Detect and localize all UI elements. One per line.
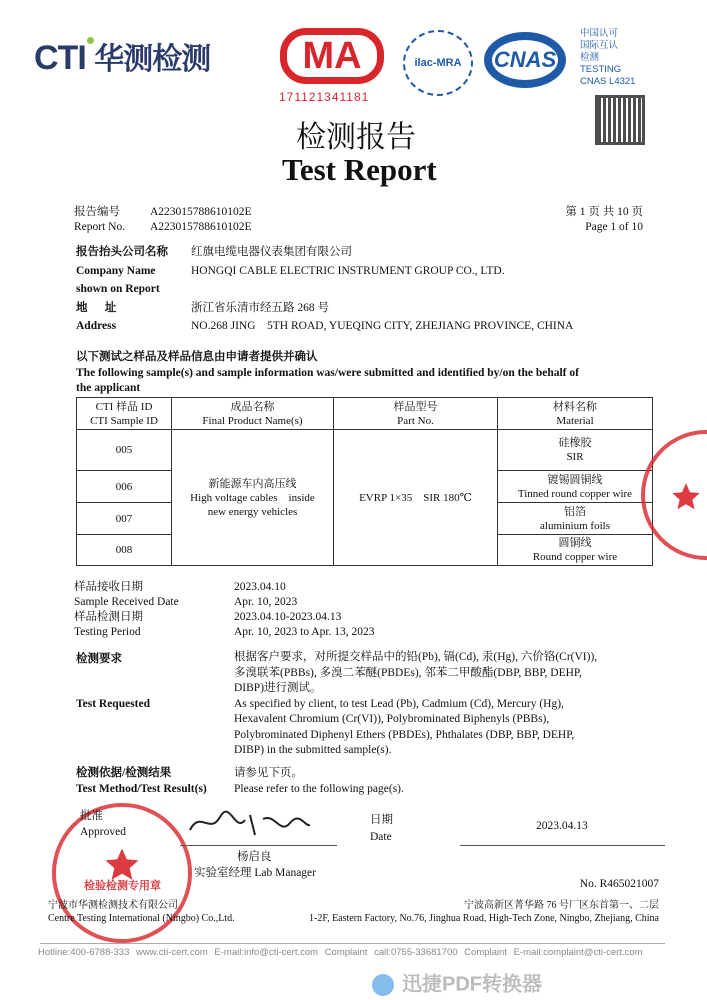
cma-logo xyxy=(280,28,384,84)
approved-label xyxy=(80,808,126,840)
company-label-en: Company Name xyxy=(76,264,156,277)
method-label-en: Test Method/Test Result(s) xyxy=(76,783,207,795)
testing-period-en: Apr. 10, 2023 to Apr. 13, 2023 xyxy=(234,626,375,638)
cnas-note-line: 国际互认 xyxy=(580,40,619,51)
date-en: Date xyxy=(370,831,392,843)
report-no-block xyxy=(74,205,252,235)
table-row xyxy=(77,430,653,471)
ilac-logo xyxy=(403,30,473,96)
qr-code-icon xyxy=(598,98,642,142)
cnas-note xyxy=(580,28,635,88)
footer-contacts: Hotline:400-6788-333 www.cti-cert.com E-mail:info@cti-cert.com Complaint call:0755-33681700 Complaint E-mail:complaint@cti-cert.com xyxy=(38,947,643,958)
cti-logo xyxy=(34,34,210,78)
product-name: 新能源车内高压线 High voltage cables inside new energy vehicles xyxy=(172,430,334,566)
stamp-star-icon xyxy=(104,847,140,883)
statement-en2: the applicant xyxy=(76,382,141,394)
cti-logo-text: CTI xyxy=(34,39,86,77)
approved-en: Approved xyxy=(80,826,126,838)
dates-values xyxy=(234,580,375,640)
testing-period: 2023.04.10-2023.04.13 xyxy=(234,611,342,623)
page-en: Page 1 of 10 xyxy=(585,221,643,233)
stamp-text: 检验检测专用章 xyxy=(84,880,161,892)
material: 圆铜线 Round copper wire xyxy=(498,535,653,566)
dates-labels xyxy=(74,580,179,640)
cti-logo-cn: 华测检测 xyxy=(94,43,211,76)
address-label-en: Address xyxy=(76,320,117,332)
signer-name: 杨启良 xyxy=(237,851,272,863)
received-date: 2023.04.10 xyxy=(234,581,286,593)
request-en-line: DIBP) in the submitted sample(s). xyxy=(234,744,392,756)
material: 铝箔 aluminium foils xyxy=(498,503,653,535)
method-label-cn: 检测依据/检测结果 xyxy=(76,767,172,779)
signature-icon xyxy=(185,805,315,841)
cnas-text: CNAS xyxy=(493,47,557,72)
cnas-note-line: TESTING xyxy=(580,64,622,75)
footer-addr-cn: 宁波高新区菁华路 76 号厂区东首第一、二层 xyxy=(464,900,659,911)
th-product: 成品名称 Final Product Name(s) xyxy=(172,398,334,430)
request-cn-line: 根据客户要求，对所提交样品中的铅(Pb), 镉(Cd), 汞(Hg), 六价铬(Cr(VI)), xyxy=(234,651,598,663)
received-label-cn: 样品接收日期 xyxy=(74,581,143,593)
company-label-cn: 报告抬头公司名称 xyxy=(76,246,168,258)
table-header-row xyxy=(77,398,653,430)
page-cn: 第 1 页 共 10 页 xyxy=(565,206,643,218)
signer-title: 实验室经理 Lab Manager xyxy=(194,867,316,879)
address-cn: 浙江省乐清市经五路 268 号 xyxy=(191,301,329,314)
page-number xyxy=(565,205,643,235)
cnas-note-line: 检测 xyxy=(580,52,600,63)
statement-en1: The following sample(s) and sample information was/were submitted and identified by/on the behalf of xyxy=(76,366,579,379)
title-en: Test Report xyxy=(282,152,437,187)
received-label-en: Sample Received Date xyxy=(74,596,179,608)
request-cn-line: DIBP)进行测试。 xyxy=(234,682,322,694)
material: 镀锡圆铜线 Tinned round copper wire xyxy=(498,471,653,503)
testing-label-en: Testing Period xyxy=(74,626,141,638)
sample-table xyxy=(76,397,653,566)
request-label-cn: 检测要求 xyxy=(76,653,122,665)
th-part-no: 样品型号 Part No. xyxy=(334,398,498,430)
title-cn: 检测报告 xyxy=(296,121,416,154)
sample-id: 006 xyxy=(77,471,172,503)
th-sample-id: CTI 样品 ID CTI Sample ID xyxy=(77,398,172,430)
report-no-label-cn: 报告编号 xyxy=(74,206,120,218)
seam-stamp-star-icon xyxy=(671,482,701,512)
footer-addr-en: 1-2F, Eastern Factory, No.76, Jinghua Road, High-Tech Zone, Ningbo, Zhejiang, China xyxy=(308,913,659,924)
report-no: A223015788610102E xyxy=(150,221,252,233)
watermark-text: 迅捷PDF转换器 xyxy=(402,973,542,996)
address-en: NO.268 JING 5TH ROAD, YUEQING CITY, ZHEJIANG PROVINCE, CHINA xyxy=(191,320,574,332)
report-no: A223015788610102E xyxy=(150,206,252,218)
request-cn-line: 多溴联苯(PBBs), 多溴二苯醚(PBDEs), 邻苯二甲酸酯(DBP, BBP, DEHP, xyxy=(234,666,582,679)
company-block xyxy=(76,243,573,336)
footer-report-no: No. R465021007 xyxy=(579,878,659,890)
company-name-en: HONGQI CABLE ELECTRIC INSTRUMENT GROUP CO., LTD. xyxy=(191,264,505,277)
date-label xyxy=(370,812,393,846)
method-values xyxy=(234,765,404,797)
address-label-cn: 地 址 xyxy=(76,301,117,314)
sample-id: 008 xyxy=(77,535,172,566)
method-cn: 请参见下页。 xyxy=(234,767,303,779)
cnas-note-line: CNAS L4321 xyxy=(580,76,636,87)
received-date-en: Apr. 10, 2023 xyxy=(234,596,298,608)
testing-label-cn: 样品检测日期 xyxy=(74,611,143,623)
part-no: EVRP 1×35 SIR 180℃ xyxy=(334,430,498,566)
company-label-en2: shown on Report xyxy=(76,283,160,295)
sample-id: 007 xyxy=(77,503,172,535)
sign-date: 2023.04.13 xyxy=(536,820,588,832)
approved-cn: 批准 xyxy=(80,810,103,822)
footer-divider xyxy=(40,943,665,944)
signature-line xyxy=(180,845,337,846)
company-name-cn: 红旗电缆电器仪表集团有限公司 xyxy=(191,246,352,258)
method-labels xyxy=(76,765,207,797)
watermark-logo-icon xyxy=(372,974,394,996)
ilac-text: ilac-MRA xyxy=(414,57,462,69)
request-label-en: Test Requested xyxy=(76,698,151,710)
cma-number: 171121341181 xyxy=(279,90,370,104)
date-line xyxy=(460,845,665,846)
cnas-logo xyxy=(484,32,566,88)
request-en-line: Hexavalent Chromium (Cr(VI)), Polybrominated Biphenyls (PBBs), xyxy=(234,713,550,725)
th-material: 材料名称 Material xyxy=(498,398,653,430)
report-no-label-en: Report No. xyxy=(74,221,126,233)
watermark xyxy=(372,972,542,997)
request-en-line: As specified by client, to test Lead (Pb), Cadmium (Cd), Mercury (Hg), xyxy=(234,697,564,710)
footer-company-en: Centre Testing International (Ningbo) Co.,Ltd. xyxy=(48,913,235,924)
request-text xyxy=(234,650,597,759)
material: 硅橡胶 SIR xyxy=(498,430,653,471)
sample-statement xyxy=(76,350,579,397)
method-en: Please refer to the following page(s). xyxy=(234,783,404,795)
request-en-line: Polybrominated Diphenyl Ethers (PBDEs), Phthalates (DBP, BBP, DEHP, xyxy=(234,728,575,741)
cma-text: MA xyxy=(302,35,362,77)
statement-cn: 以下测试之样品及样品信息由申请者提供并确认 xyxy=(76,351,318,363)
cnas-note-line: 中国认可 xyxy=(580,28,619,39)
cti-dot-icon xyxy=(87,37,94,44)
date-cn: 日期 xyxy=(370,814,393,826)
footer-company-cn: 宁波市华测检测技术有限公司 xyxy=(48,900,178,911)
sample-id: 005 xyxy=(77,430,172,471)
